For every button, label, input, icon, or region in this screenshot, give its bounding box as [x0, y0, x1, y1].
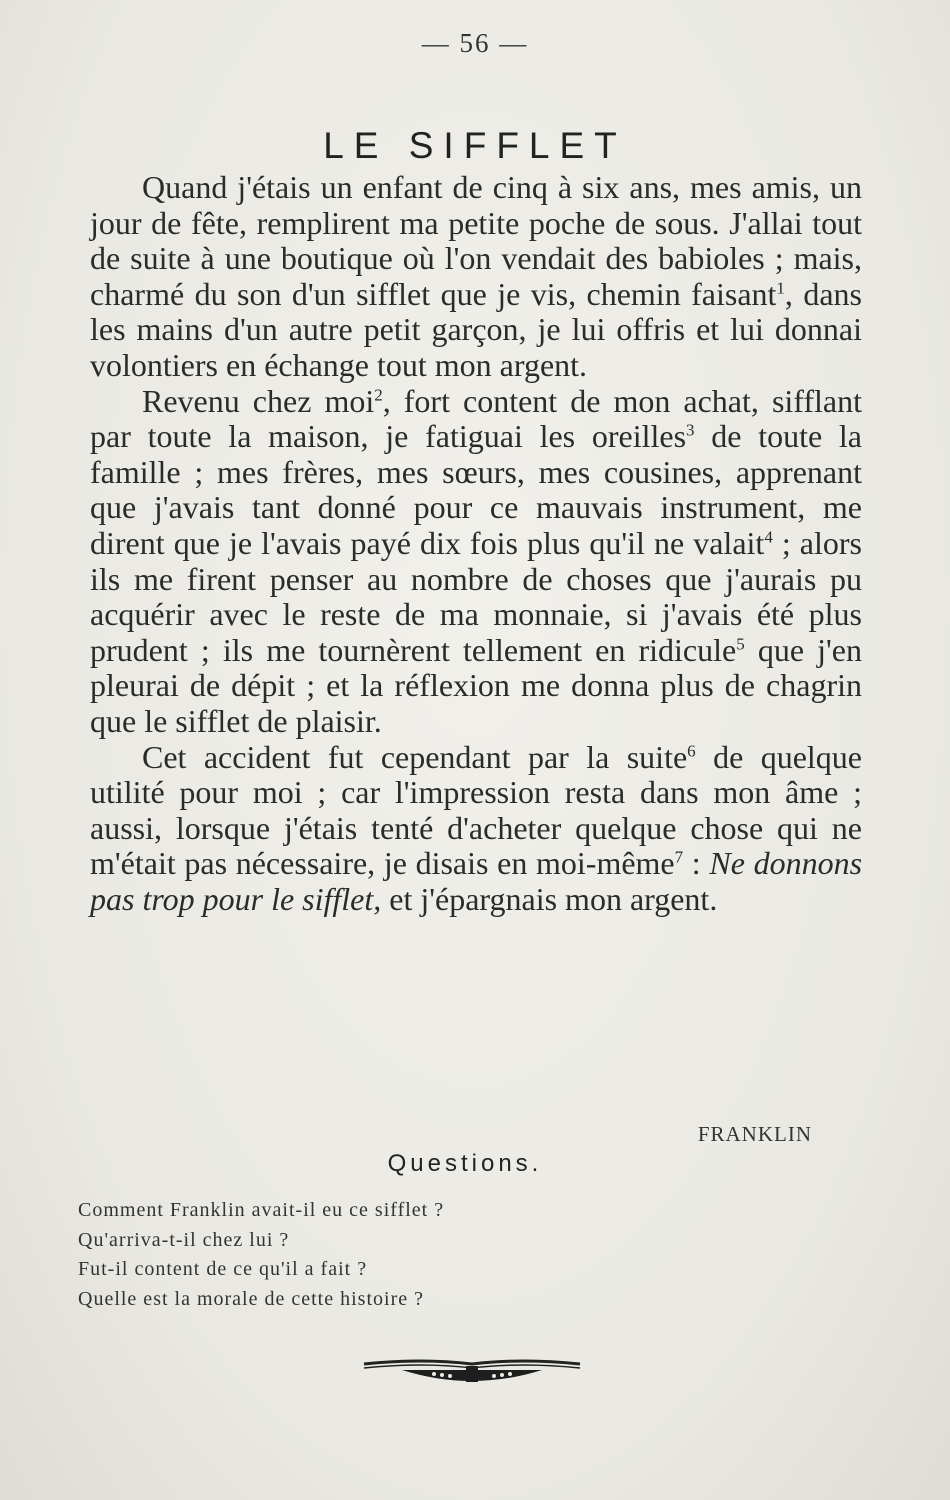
page-number: — 56 —: [421, 28, 529, 58]
page-title: LE SIFFLET: [323, 124, 627, 166]
paragraph-3: [90, 740, 862, 918]
paragraph-2-text-c: de toute la famille ; mes frères, mes sœurs, mes cousines, apprenant que j'avais tant donné pour ce mauvais instrument, me dirent que je l'avais payé dix fois plus qu'il ne valait: [90, 418, 863, 561]
question-item: Fut-il content de ce qu'il a fait ?: [78, 1258, 368, 1280]
footnote-ref-2: 2: [374, 384, 383, 404]
author-signature: FRANKLIN: [697, 1122, 812, 1146]
paragraph-3-text-b: de quelque utilité pour moi ; car l'impression resta dans mon âme ; aussi, lorsque j'étais tenté d'acheter quelque chose qui ne m'était pas nécessaire, je disais en moi-même: [90, 738, 863, 882]
questions-list: [78, 1196, 638, 1314]
paragraph-2: [90, 384, 862, 740]
footnote-ref-6: 6: [687, 740, 696, 760]
questions-heading: Questions.: [387, 1150, 543, 1177]
paragraph-2-text-b: , fort content de mon achat, sifflant par toute la maison, je fatiguai les oreilles: [90, 382, 862, 455]
footnote-ref-5: 5: [736, 634, 745, 654]
paragraph-3-colon: :: [683, 845, 710, 882]
paragraph-3-ending: et j'épargnais mon argent.: [381, 880, 718, 917]
paragraph-1: [90, 170, 862, 384]
story-text: [90, 170, 862, 917]
paragraph-2-text-e: que j'en pleurai de dépit ; et la réflexion me donna plus de chagrin que le sifflet de plaisir.: [90, 631, 863, 739]
question-item: Qu'arriva-t-il chez lui ?: [78, 1228, 290, 1251]
question-item: Comment Franklin avait-il eu ce sifflet ?: [78, 1199, 445, 1221]
motto: Ne donnons pas trop pour le sifflet,: [90, 845, 863, 917]
question-item: Quelle est la morale de cette histoire ?: [78, 1287, 424, 1310]
footnote-ref-1: 1: [776, 278, 785, 298]
footnote-ref-3: 3: [686, 420, 695, 440]
paragraph-2-text-d: ; alors ils me firent penser au nombre de choses que j'aurais pu acquérir avec le reste de ma monnaie, si j'avais été plus prudent ; ils me tournèrent tellement en ridicule: [90, 524, 863, 668]
ornament-divider: [362, 1352, 582, 1388]
paragraph-1-text-b: , dans les mains d'un autre petit garçon, je lui offris et lui donnai volontiers en échange tout mon argent.: [90, 275, 863, 383]
paragraph-3-text-a: Cet accident fut cependant par la suite: [142, 738, 688, 775]
footnote-ref-7: 7: [674, 847, 684, 867]
paragraph-2-text-a: Revenu chez moi: [142, 382, 375, 419]
footnote-ref-4: 4: [764, 527, 773, 547]
paragraph-1-text-a: Quand j'étais un enfant de cinq à six ans, mes amis, un jour de fête, remplirent ma petite poche de sous. J'allai tout de suite à une boutique où l'on vendait des babioles ; mais, charmé du son d'un sifflet que je vis, chemin faisant: [90, 169, 862, 312]
